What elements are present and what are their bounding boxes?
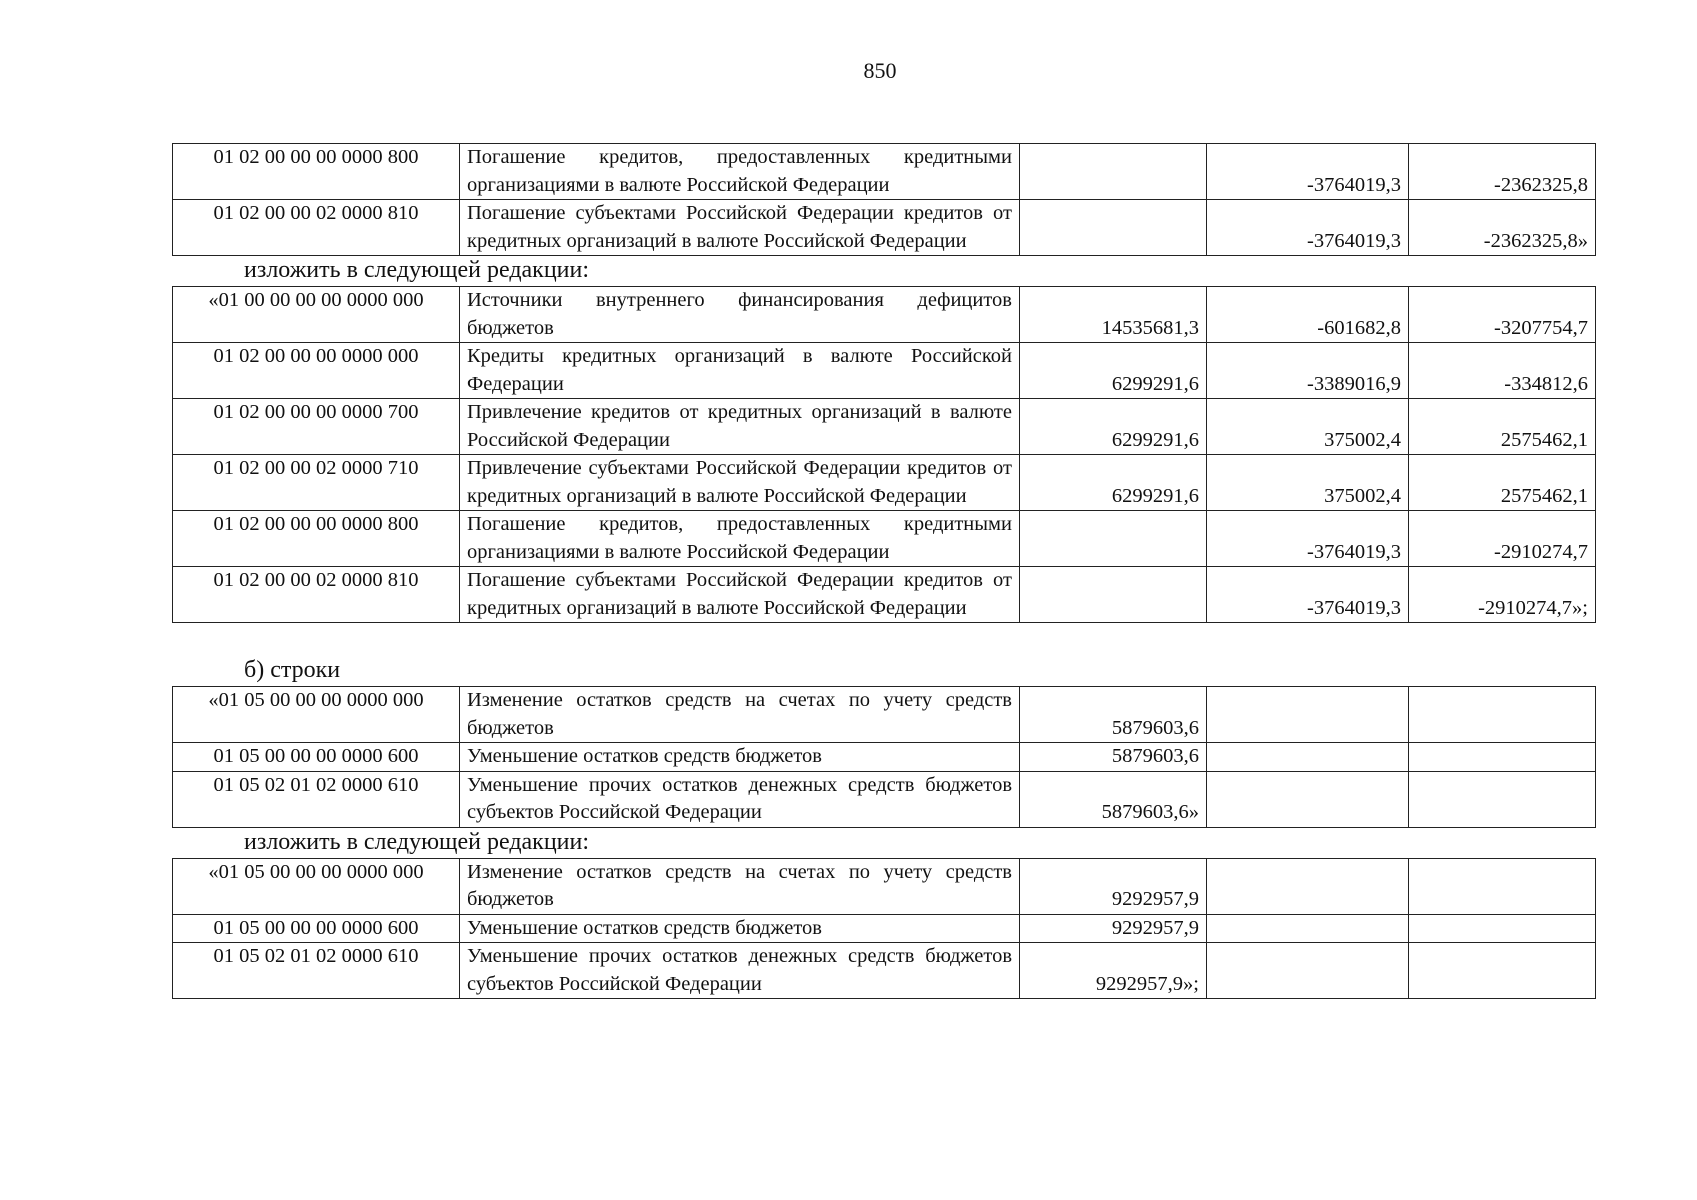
value-cell-1: 5879603,6 bbox=[1020, 687, 1207, 743]
table-b-previous-rows bbox=[173, 687, 1596, 828]
description-cell: Источники внутреннего финансирования дефицитов бюджетов bbox=[460, 287, 1020, 343]
description-cell: Уменьшение остатков средств бюджетов bbox=[460, 914, 1020, 943]
budget-code-cell: 01 02 00 00 00 0000 000 bbox=[173, 343, 460, 399]
table-row bbox=[173, 567, 1596, 623]
description-cell: Погашение кредитов, предоставленных кредитными организациями в валюте Российской Федерации bbox=[460, 511, 1020, 567]
value-cell-3: -2362325,8 bbox=[1409, 144, 1596, 200]
table-row bbox=[173, 743, 1596, 772]
value-cell-2: -3764019,3 bbox=[1207, 200, 1409, 256]
table-row bbox=[173, 399, 1596, 455]
table-row bbox=[173, 858, 1596, 914]
budget-code-cell: «01 05 00 00 00 0000 000 bbox=[173, 858, 460, 914]
value-cell-2: 375002,4 bbox=[1207, 455, 1409, 511]
description-cell: Погашение субъектами Российской Федерации кредитов от кредитных организаций в валюте Российской Федерации bbox=[460, 567, 1020, 623]
description-cell: Изменение остатков средств на счетах по учету средств бюджетов bbox=[460, 687, 1020, 743]
value-cell-2 bbox=[1207, 743, 1409, 772]
caption-new-edition-b: изложить в следующей редакции: bbox=[244, 828, 590, 855]
value-cell-3 bbox=[1409, 743, 1596, 772]
table-a-previous bbox=[172, 143, 1596, 256]
caption-section-b: б) строки bbox=[244, 657, 341, 683]
budget-code-cell: 01 05 00 00 00 0000 600 bbox=[173, 743, 460, 772]
value-cell-3 bbox=[1409, 858, 1596, 914]
budget-code-cell: 01 02 00 00 02 0000 810 bbox=[173, 200, 460, 256]
value-cell-1: 6299291,6 bbox=[1020, 399, 1207, 455]
value-cell-3: -2362325,8» bbox=[1409, 200, 1596, 256]
table-b-previous bbox=[172, 686, 1596, 828]
value-cell-3: -2910274,7 bbox=[1409, 511, 1596, 567]
table-b-new bbox=[172, 858, 1596, 1000]
value-cell-3 bbox=[1409, 943, 1596, 999]
value-cell-1: 9292957,9 bbox=[1020, 914, 1207, 943]
value-cell-3 bbox=[1409, 771, 1596, 827]
value-cell-3 bbox=[1409, 914, 1596, 943]
table-b-new-rows bbox=[173, 858, 1596, 999]
description-cell: Уменьшение прочих остатков денежных средств бюджетов субъектов Российской Федерации bbox=[460, 771, 1020, 827]
value-cell-2: 375002,4 bbox=[1207, 399, 1409, 455]
value-cell-2 bbox=[1207, 943, 1409, 999]
value-cell-2 bbox=[1207, 687, 1409, 743]
value-cell-2 bbox=[1207, 914, 1409, 943]
budget-code-cell: 01 02 00 00 00 0000 800 bbox=[173, 511, 460, 567]
table-a-new bbox=[172, 286, 1596, 623]
value-cell-2: -3764019,3 bbox=[1207, 144, 1409, 200]
table-row bbox=[173, 455, 1596, 511]
description-cell: Привлечение кредитов от кредитных организаций в валюте Российской Федерации bbox=[460, 399, 1020, 455]
budget-code-cell: «01 00 00 00 00 0000 000 bbox=[173, 287, 460, 343]
value-cell-3: -2910274,7»; bbox=[1409, 567, 1596, 623]
description-cell: Погашение кредитов, предоставленных кредитными организациями в валюте Российской Федерации bbox=[460, 144, 1020, 200]
budget-code-cell: 01 02 00 00 02 0000 810 bbox=[173, 567, 460, 623]
budget-code-cell: 01 02 00 00 00 0000 800 bbox=[173, 144, 460, 200]
table-row bbox=[173, 144, 1596, 200]
caption-new-edition-a: изложить в следующей редакции: bbox=[244, 257, 590, 283]
page-number: 850 bbox=[863, 58, 897, 83]
budget-code-cell: 01 05 02 01 02 0000 610 bbox=[173, 943, 460, 999]
description-cell: Погашение субъектами Российской Федерации кредитов от кредитных организаций в валюте Российской Федерации bbox=[460, 200, 1020, 256]
table-row bbox=[173, 200, 1596, 256]
document-body bbox=[172, 143, 1594, 999]
table-a-new-rows bbox=[173, 287, 1596, 623]
value-cell-2: -3389016,9 bbox=[1207, 343, 1409, 399]
value-cell-2 bbox=[1207, 858, 1409, 914]
budget-code-cell: 01 02 00 00 02 0000 710 bbox=[173, 455, 460, 511]
table-row bbox=[173, 771, 1596, 827]
table-row bbox=[173, 511, 1596, 567]
value-cell-3: 2575462,1 bbox=[1409, 455, 1596, 511]
description-cell: Привлечение субъектами Российской Федерации кредитов от кредитных организаций в валюте Российской Федерации bbox=[460, 455, 1020, 511]
value-cell-1: 6299291,6 bbox=[1020, 455, 1207, 511]
description-cell: Кредиты кредитных организаций в валюте Российской Федерации bbox=[460, 343, 1020, 399]
value-cell-2 bbox=[1207, 771, 1409, 827]
description-cell: Изменение остатков средств на счетах по учету средств бюджетов bbox=[460, 858, 1020, 914]
value-cell-3: 2575462,1 bbox=[1409, 399, 1596, 455]
value-cell-1: 6299291,6 bbox=[1020, 343, 1207, 399]
value-cell-2: -601682,8 bbox=[1207, 287, 1409, 343]
table-row bbox=[173, 943, 1596, 999]
table-row bbox=[173, 914, 1596, 943]
value-cell-1: 9292957,9 bbox=[1020, 858, 1207, 914]
value-cell-1 bbox=[1020, 200, 1207, 256]
budget-code-cell: 01 05 00 00 00 0000 600 bbox=[173, 914, 460, 943]
value-cell-3 bbox=[1409, 687, 1596, 743]
value-cell-1 bbox=[1020, 567, 1207, 623]
budget-code-cell: «01 05 00 00 00 0000 000 bbox=[173, 687, 460, 743]
description-cell: Уменьшение остатков средств бюджетов bbox=[460, 743, 1020, 772]
budget-code-cell: 01 05 02 01 02 0000 610 bbox=[173, 771, 460, 827]
value-cell-1: 9292957,9»; bbox=[1020, 943, 1207, 999]
table-a-previous-rows bbox=[173, 144, 1596, 256]
value-cell-3: -3207754,7 bbox=[1409, 287, 1596, 343]
value-cell-2: -3764019,3 bbox=[1207, 511, 1409, 567]
value-cell-1 bbox=[1020, 144, 1207, 200]
value-cell-2: -3764019,3 bbox=[1207, 567, 1409, 623]
budget-code-cell: 01 02 00 00 00 0000 700 bbox=[173, 399, 460, 455]
value-cell-3: -334812,6 bbox=[1409, 343, 1596, 399]
table-row bbox=[173, 287, 1596, 343]
table-row bbox=[173, 687, 1596, 743]
value-cell-1 bbox=[1020, 511, 1207, 567]
value-cell-1: 5879603,6 bbox=[1020, 743, 1207, 772]
description-cell: Уменьшение прочих остатков денежных средств бюджетов субъектов Российской Федерации bbox=[460, 943, 1020, 999]
table-row bbox=[173, 343, 1596, 399]
value-cell-1: 14535681,3 bbox=[1020, 287, 1207, 343]
value-cell-1: 5879603,6» bbox=[1020, 771, 1207, 827]
